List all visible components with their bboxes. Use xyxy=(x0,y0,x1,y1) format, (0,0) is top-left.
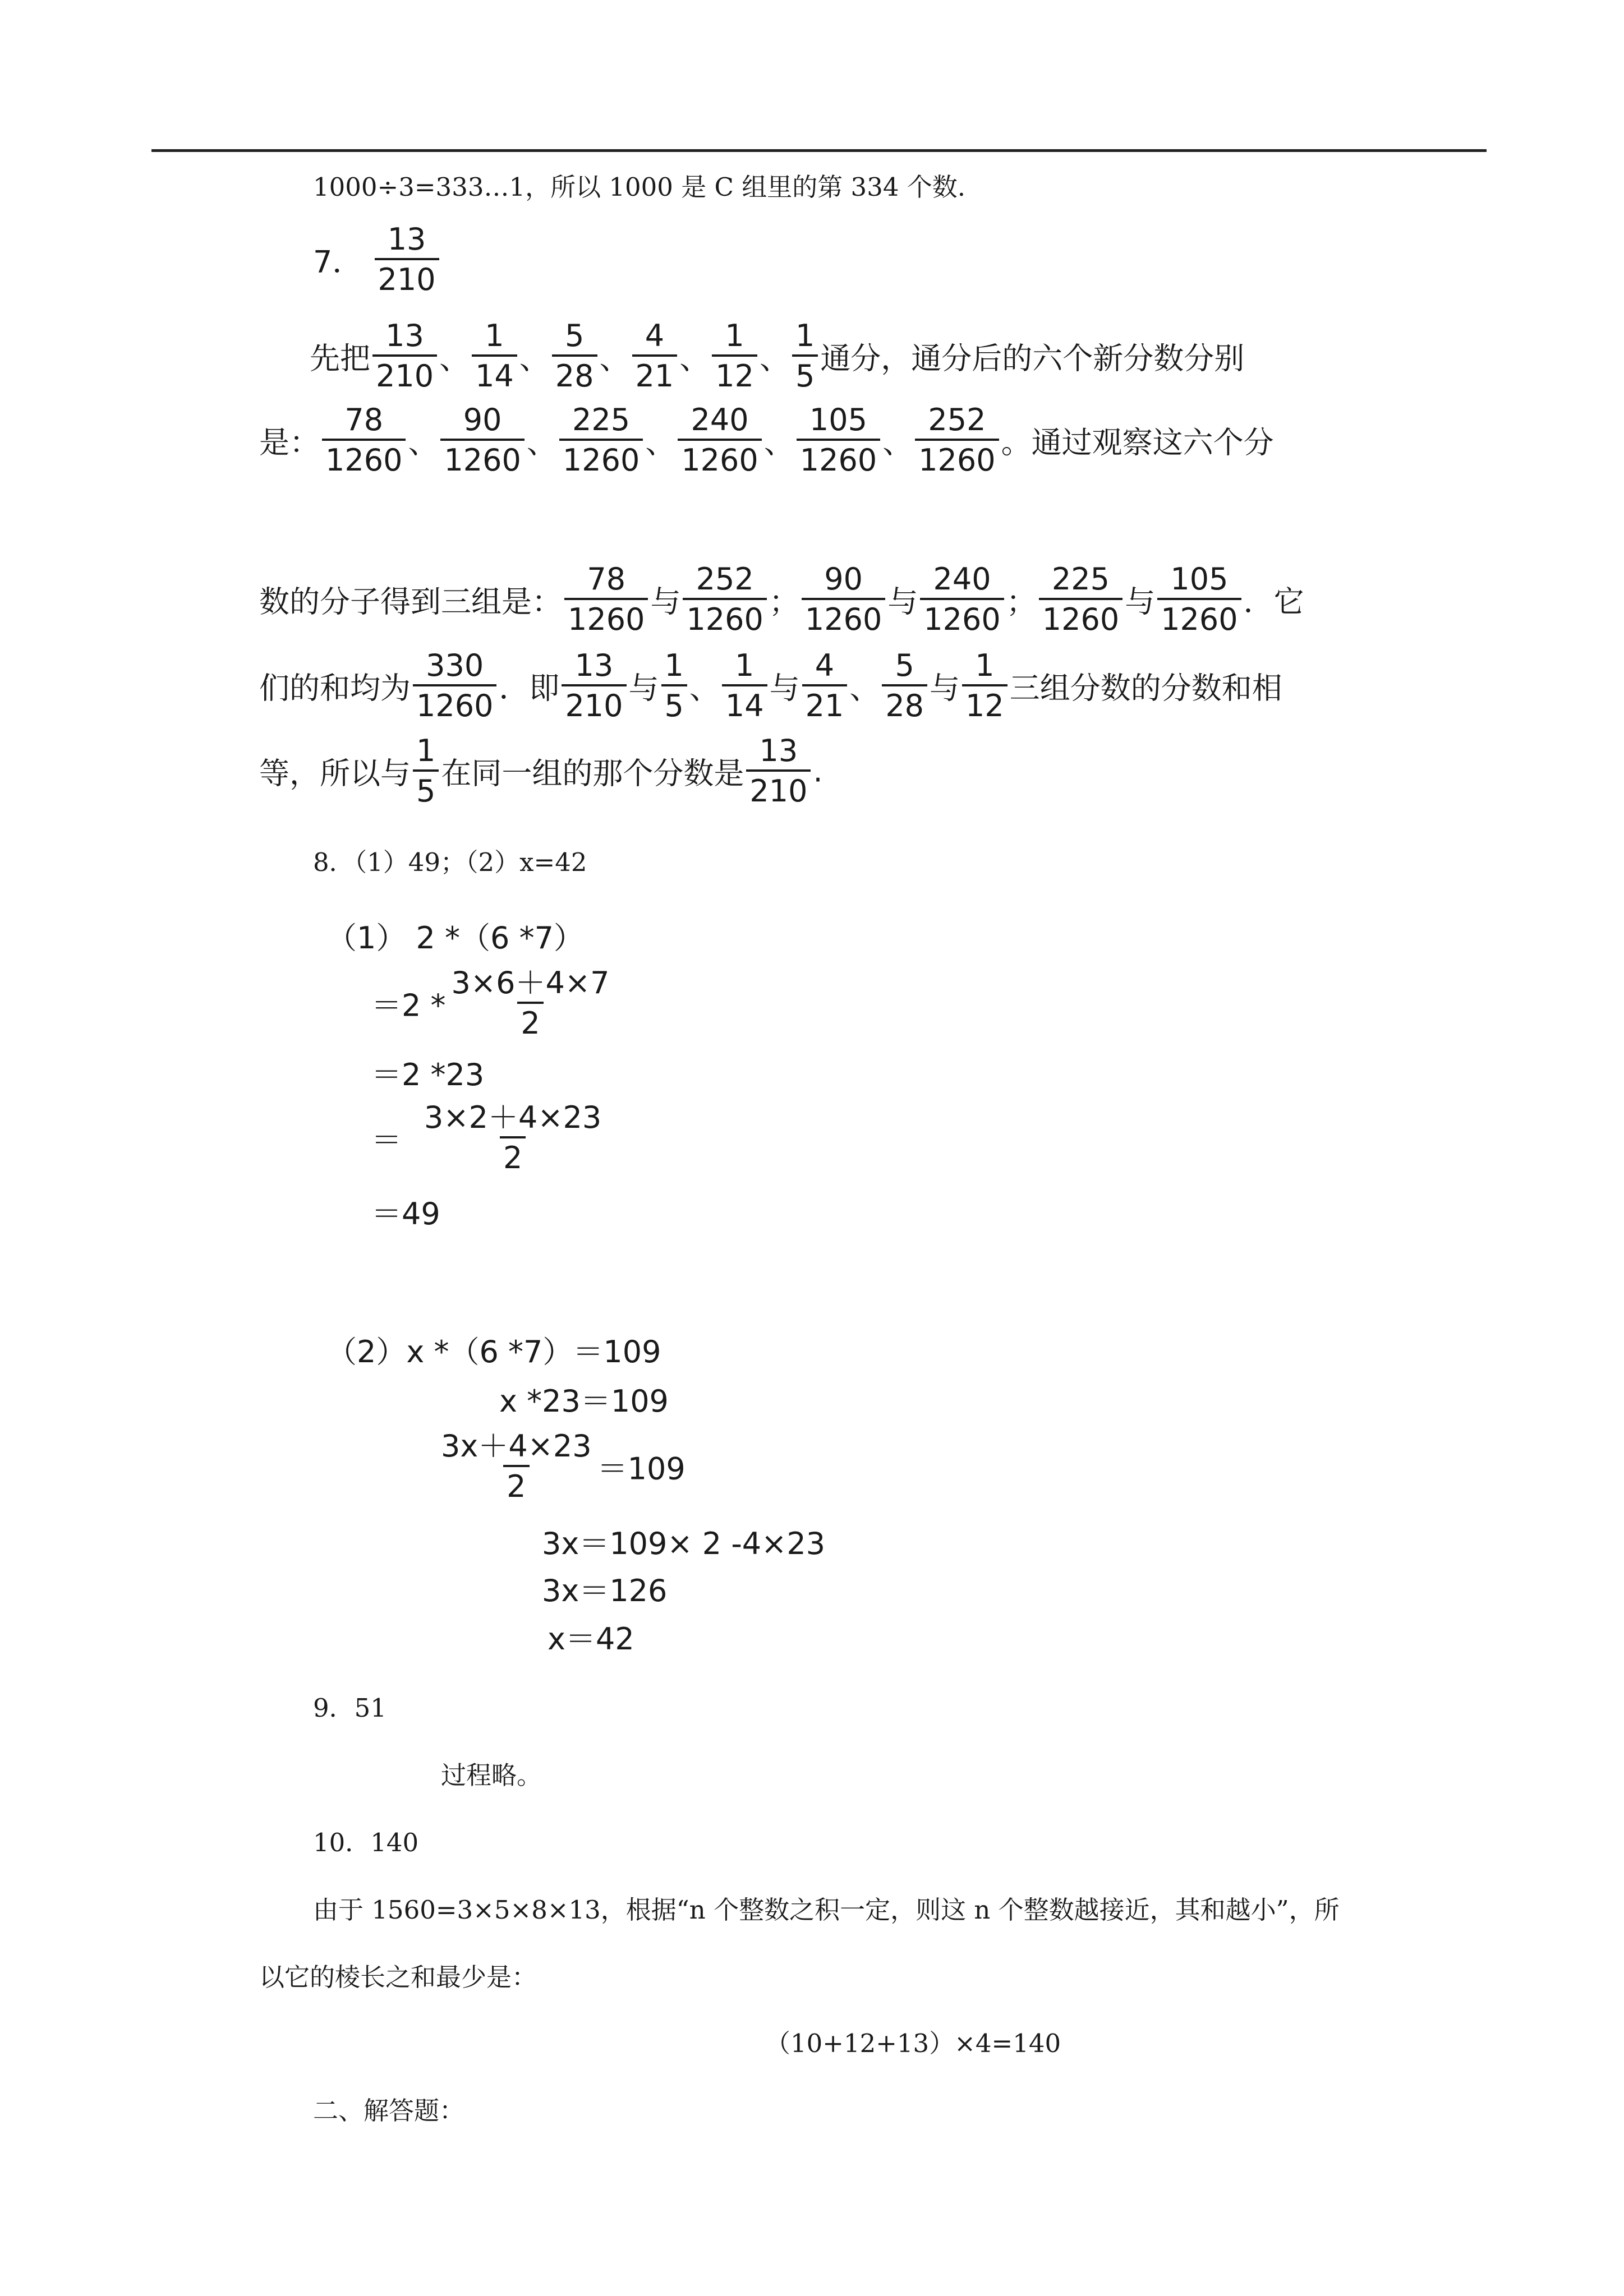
fraction: $\frac{225}{1260}$ xyxy=(1039,564,1122,635)
q7-answer-line xyxy=(313,224,441,295)
q7-line3: 数的分子得到三组是： $\frac{78}{1260}$ 与 $\frac{252}{1260}$ ； $\frac{90}{1260}$ 与 $\frac{240}{1260}$ ； $\frac{225}{1260}$ 与 $\frac{105}{1260}$ ．它 xyxy=(259,561,1304,637)
fraction: $\frac{105}{1260}$ xyxy=(797,405,880,476)
fraction: $\frac{1}{5}$ xyxy=(413,736,439,806)
q10-explanation-line1: 由于 1560=3×5×8×13，根据“n 个整数之积一定，则这 n 个整数越接近，其和越小”，所 xyxy=(313,1895,1340,1925)
fraction: $\frac{1}{14}$ xyxy=(472,321,517,391)
q9-answer: 9．51 xyxy=(313,1693,387,1723)
q8-part1-step3: ＝ $\frac{3\times 2+4\times 23}{2}$ xyxy=(371,1103,607,1173)
fraction: $\frac{90}{1260}$ xyxy=(440,405,524,476)
fraction: $\frac{1}{14}$ xyxy=(722,651,767,721)
fraction: $\frac{1}{12}$ xyxy=(712,321,757,391)
q8-part1-step2: ＝2 *23 xyxy=(371,1057,485,1092)
q7-line4: 们的和均为 $\frac{330}{1260}$ ．即 $\frac{13}{210}$ 与 $\frac{1}{5}$ 、 $\frac{1}{14}$ 与 $\frac{4}{21}$ 、 $\frac{5}{28}$ 与 $\frac{1}{12}$ 三组分数的分数和相 xyxy=(259,648,1282,723)
q7-answer-fraction: $\frac{13}{210}$ xyxy=(375,224,439,295)
q10-answer: 10．140 xyxy=(313,1828,419,1857)
fraction: $\frac{13}{210}$ xyxy=(746,736,811,806)
fraction: $\frac{1}{5}$ xyxy=(792,321,818,391)
fraction: $\frac{105}{1260}$ xyxy=(1157,564,1241,635)
q7-label: 7． xyxy=(313,244,363,280)
q10-explanation-line2: 以它的棱长之和最少是： xyxy=(259,1962,537,1992)
fraction: $\frac{5}{28}$ xyxy=(882,651,927,721)
fraction: $\frac{3x+4\times 23}{2}$ xyxy=(441,1428,592,1504)
fraction: $\frac{1}{12}$ xyxy=(962,651,1007,721)
q8-part1-head: （1） 2 *（6 *7） xyxy=(326,920,584,956)
fraction: $\frac{13}{210}$ xyxy=(372,321,437,391)
fraction: $\frac{240}{1260}$ xyxy=(920,564,1004,635)
fraction: $\frac{13}{210}$ xyxy=(562,651,626,721)
fraction: $\frac{240}{1260}$ xyxy=(678,405,761,476)
q7-line1: 先把 $\frac{13}{210}$ 、 $\frac{1}{14}$ 、 $\frac{5}{28}$ 、 $\frac{4}{21}$ 、 $\frac{1}{12}$ 、 $\frac{1}{5}$ 通分，通分后的六个新分数分别 xyxy=(310,318,1245,394)
header-rule xyxy=(151,149,1487,152)
q8-part2-head: （2）x *（6 *7）＝109 xyxy=(326,1334,661,1370)
fraction: $\frac{330}{1260}$ xyxy=(413,651,496,721)
fraction: $\frac{4}{21}$ xyxy=(802,651,848,721)
fraction: $\frac{1}{5}$ xyxy=(661,651,687,721)
q9-note: 过程略。 xyxy=(441,1760,542,1790)
q10-formula: （10+12+13）×4=140 xyxy=(765,2028,1061,2058)
fraction: $\frac{78}{1260}$ xyxy=(322,405,406,476)
fraction: $\frac{3\times 6+4\times 7}{2}$ xyxy=(451,965,610,1041)
q8-part2-step2: $\frac{3x+4\times 23}{2}$ ＝109 xyxy=(435,1431,686,1502)
q8-part1-step1: ＝2 * $\frac{3\times 6+4\times 7}{2}$ xyxy=(371,968,615,1039)
q8-part2-step3: 3x＝109× 2 -4×23 xyxy=(542,1526,826,1561)
q8-answer-line: 8．（1）49；（2）x=42 xyxy=(313,847,587,877)
fraction: $\frac{4}{21}$ xyxy=(632,321,678,391)
fraction: $\frac{90}{1260}$ xyxy=(802,564,885,635)
fraction: $\frac{78}{1260}$ xyxy=(564,564,648,635)
fraction: $\frac{225}{1260}$ xyxy=(559,405,643,476)
q7-line2: 是： $\frac{78}{1260}$ 、 $\frac{90}{1260}$ 、 $\frac{225}{1260}$ 、 $\frac{240}{1260}$ 、 $\frac{105}{1260}$ 、 $\frac{252}{1260}$ 。通过观察这六个分 xyxy=(259,402,1274,478)
fraction: $\frac{5}{28}$ xyxy=(552,321,597,391)
q7-line5: 等，所以与 $\frac{1}{5}$ 在同一组的那个分数是 $\frac{13}{210}$ . xyxy=(259,733,823,809)
fraction: $\frac{252}{1260}$ xyxy=(915,405,999,476)
q8-part2-step1: x *23＝109 xyxy=(499,1384,669,1419)
q8-part1-step4: ＝49 xyxy=(371,1196,440,1232)
fraction: $\frac{3\times 2+4\times 23}{2}$ xyxy=(424,1100,602,1175)
fraction: $\frac{252}{1260}$ xyxy=(683,564,766,635)
q6-conclusion: 1000÷3=333…1，所以 1000 是 C 组里的第 334 个数. xyxy=(313,172,966,202)
section-heading: 二、解答题： xyxy=(313,2096,465,2126)
q8-part2-step5: x＝42 xyxy=(548,1621,634,1657)
q8-part2-step4: 3x＝126 xyxy=(542,1573,668,1608)
